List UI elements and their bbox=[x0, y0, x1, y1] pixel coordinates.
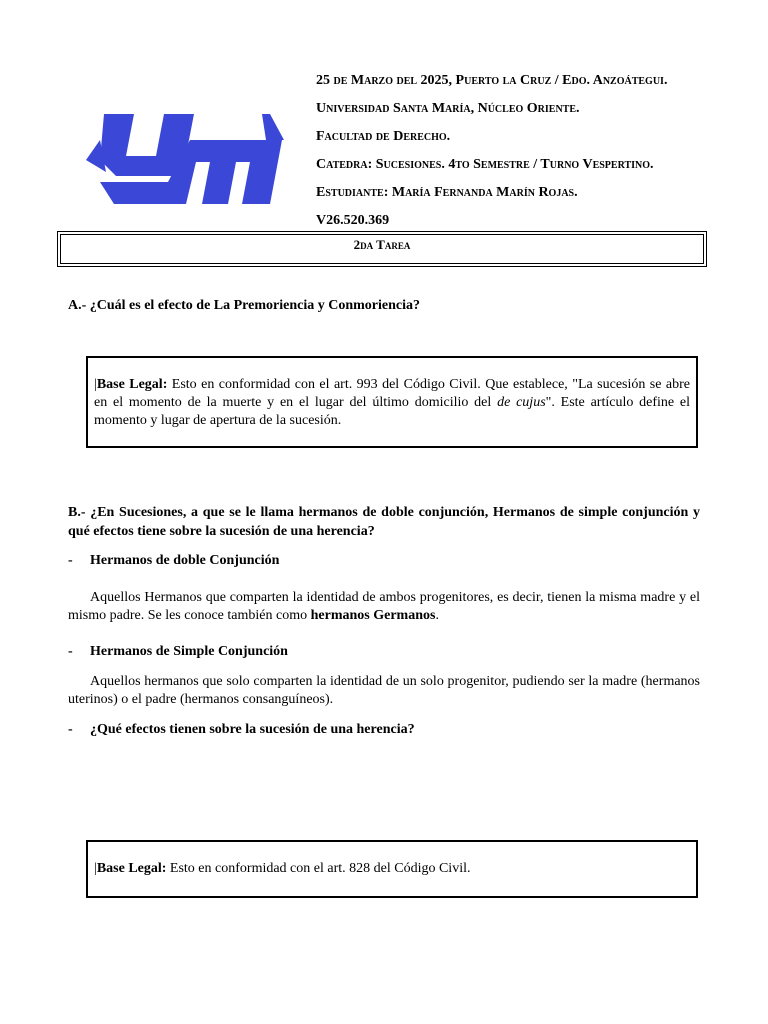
legal-basis-text-a bbox=[94, 376, 690, 430]
logo-right-wing bbox=[262, 114, 284, 140]
header-id-line: V26.520.369 bbox=[316, 213, 390, 228]
university-logo bbox=[86, 110, 284, 208]
bullet-doble-conjuncion bbox=[68, 552, 700, 570]
paragraph-doble-conjuncion bbox=[68, 589, 700, 625]
assignment-title-box bbox=[60, 234, 704, 264]
header-university-line: Universidad Santa María, Núcleo Oriente. bbox=[316, 101, 580, 116]
legal-basis-box-b bbox=[86, 840, 698, 898]
paragraph-end: . bbox=[435, 608, 439, 623]
legal-body-2: ". Este artículo define el momento y lugar de apertura de la sucesión. bbox=[94, 395, 691, 428]
legal-label: Base Legal: bbox=[96, 377, 168, 392]
paragraph-simple-conjuncion: Aquellos hermanos que solo comparten la identidad de un solo progenitor, pudiendo ser la madre (hermanos uterinos) o el padre (hermanos consanguíneos). bbox=[68, 674, 700, 707]
legal-marker: | bbox=[94, 861, 97, 876]
assignment-title: 2da Tarea bbox=[353, 237, 411, 252]
bullet-dash: - bbox=[68, 644, 73, 659]
bullet-dash: - bbox=[68, 553, 73, 568]
header-faculty-line: Facultad de Derecho. bbox=[316, 129, 451, 144]
question-b: B.- ¿En Sucesiones, a que se le llama hermanos de doble conjunción, Hermanos de simple conjunción y qué efectos tiene sobre la sucesión de una herencia? bbox=[68, 505, 700, 539]
legal-body: Esto en conformidad con el art. 828 del Código Civil. bbox=[166, 861, 471, 876]
header-course-line: Catedra: Sucesiones. 4to Semestre / Turno Vespertino. bbox=[316, 157, 654, 172]
bullet-heading: Hermanos de doble Conjunción bbox=[90, 553, 280, 568]
legal-label: Base Legal: bbox=[96, 861, 167, 876]
legal-body-1: Esto en conformidad con el art. 993 del Código Civil. Que establece, "La sucesión se abre en el momento de la muerte y en el lugar del último domicilio del bbox=[94, 377, 690, 410]
paragraph-bold: hermanos Germanos bbox=[310, 608, 436, 623]
legal-basis-box-a bbox=[86, 356, 698, 448]
question-a: A.- ¿Cuál es el efecto de La Premoriencia y Conmoriencia? bbox=[68, 298, 420, 313]
bullet-heading: Hermanos de Simple Conjunción bbox=[90, 644, 288, 659]
bullet-dash: - bbox=[68, 722, 73, 737]
legal-italic: de cujus bbox=[497, 395, 546, 410]
bullet-heading: ¿Qué efectos tienen sobre la sucesión de una herencia? bbox=[90, 722, 415, 737]
header-date-line: 25 de Marzo del 2025, Puerto la Cruz / Edo. Anzoátegui. bbox=[316, 73, 668, 88]
legal-basis-text-b bbox=[94, 860, 690, 878]
header-student-line: Estudiante: María Fernanda Marín Rojas. bbox=[316, 185, 578, 200]
paragraph-text: Aquellos Hermanos que comparten la identidad de ambos progenitores, es decir, tienen la misma madre y el mismo padre. Se les conoce también como bbox=[68, 590, 700, 623]
bullet-efectos bbox=[68, 721, 700, 739]
bullet-simple-conjuncion bbox=[68, 643, 700, 661]
legal-marker: | bbox=[94, 377, 97, 392]
